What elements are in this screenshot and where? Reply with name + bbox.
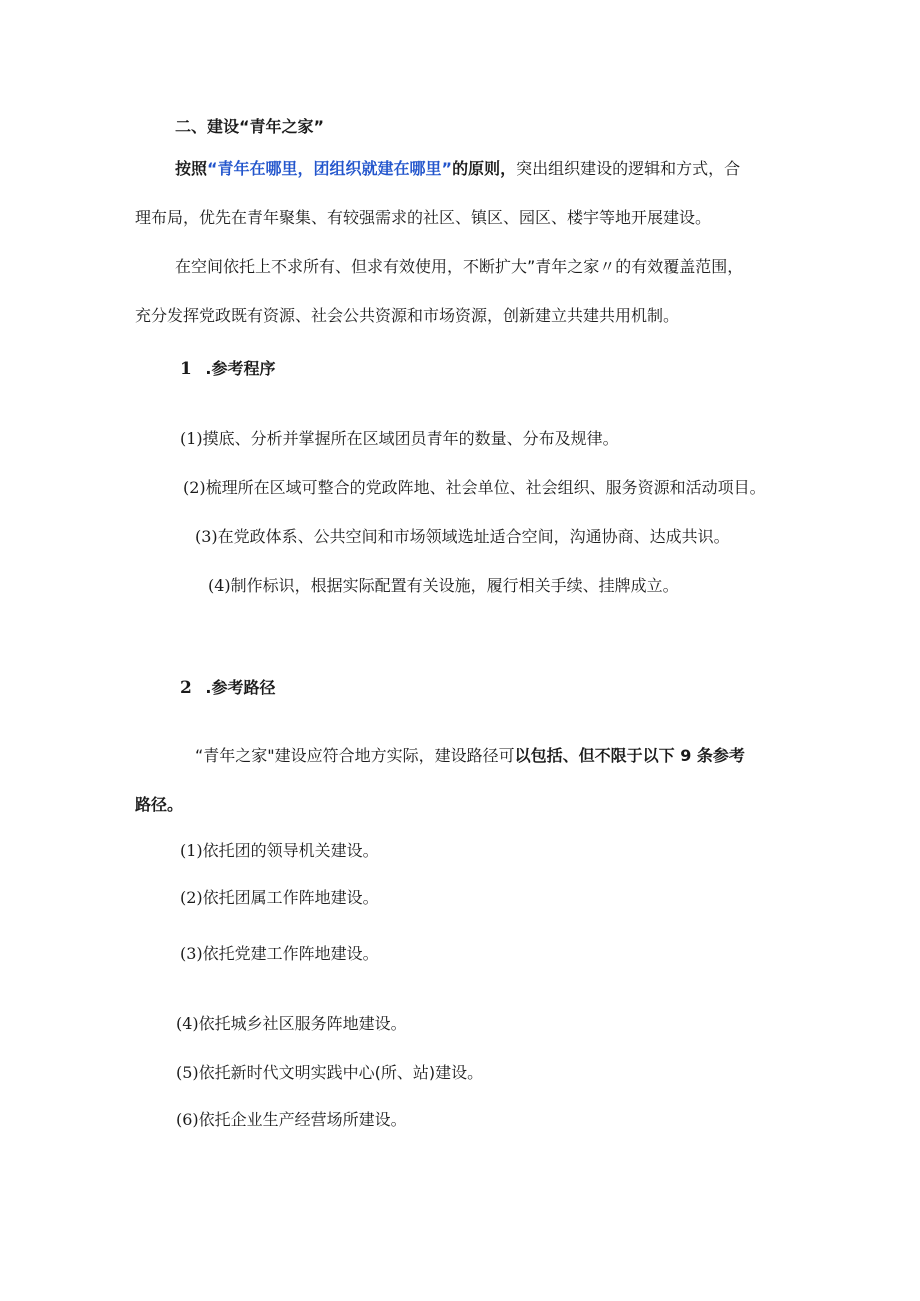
item-text: 依托新时代文明实践中心(所、站)建设。 — [198, 1063, 484, 1082]
procedure-item — [208, 575, 679, 597]
path-intro-normal: “青年之家"建设应符合地方实际，建设路径可 — [195, 746, 515, 765]
item-number: (1) — [180, 429, 203, 448]
path-item — [180, 840, 379, 862]
path-item — [176, 1062, 483, 1084]
procedure-item — [180, 428, 619, 450]
path-item — [176, 1013, 407, 1035]
item-text: 制作标识，根据实际配置有关设施，履行相关手续、挂牌成立。 — [230, 576, 679, 595]
intro-lead: 按照 — [175, 159, 208, 178]
intro-line-1 — [175, 158, 740, 180]
item-text: 依托团属工作阵地建设。 — [202, 888, 379, 907]
item-number: (4) — [176, 1014, 199, 1033]
section-heading: 二、建设“青年之家” — [175, 117, 325, 136]
para2-line-2: 充分发挥党政既有资源、社会公共资源和市场资源，创新建立共建共用机制。 — [135, 306, 680, 325]
item-text: 依托团的领导机关建设。 — [202, 841, 379, 860]
subheading-title: .参考程序 — [205, 359, 276, 378]
item-number: (1) — [180, 841, 203, 860]
item-number: (4) — [208, 576, 231, 595]
item-number: (6) — [176, 1110, 199, 1129]
item-text: 在党政体系、公共空间和市场领域选址适合空间，沟通协商、达成共识。 — [217, 527, 730, 546]
procedure-item — [183, 477, 766, 499]
path-item — [180, 943, 379, 965]
intro-line-2: 理布局，优先在青年聚集、有较强需求的社区、镇区、园区、楼宇等地开展建设。 — [135, 208, 712, 227]
item-text: 梳理所在区域可整合的党政阵地、社会单位、社会组织、服务资源和活动项目。 — [205, 478, 766, 497]
path-item — [180, 887, 379, 909]
intro-principle: 的原则， — [452, 159, 517, 178]
item-number: (3) — [180, 944, 203, 963]
path-intro-bold: 以包括、但不限于以下 9 条参考 — [514, 746, 745, 765]
path-item — [176, 1109, 407, 1131]
item-text: 依托企业生产经营场所建设。 — [198, 1110, 407, 1129]
para2-line-1: 在空间依托上不求所有、但求有效使用，不断扩大”青年之家〃的有效覆盖范围， — [175, 257, 744, 276]
subheading-number: 1 — [180, 359, 192, 379]
intro-rest: 突出组织建设的逻辑和方式，合 — [516, 159, 741, 178]
item-text: 依托党建工作阵地建设。 — [202, 944, 379, 963]
item-number: (2) — [180, 888, 203, 907]
item-number: (5) — [176, 1063, 199, 1082]
procedure-item — [195, 526, 730, 548]
path-intro-line-2: 路径。 — [135, 795, 184, 814]
path-intro-line-1 — [195, 745, 745, 767]
subheading-path — [180, 677, 276, 699]
item-number: (2) — [183, 478, 206, 497]
item-text: 摸底、分析并掌握所在区域团员青年的数量、分布及规律。 — [202, 429, 619, 448]
subheading-title: .参考路径 — [205, 678, 276, 697]
intro-quote: “青年在哪里，团组织就建在哪里” — [207, 159, 453, 178]
item-text: 依托城乡社区服务阵地建设。 — [198, 1014, 407, 1033]
subheading-number: 2 — [180, 678, 192, 698]
item-number: (3) — [195, 527, 218, 546]
subheading-procedure — [180, 358, 276, 380]
